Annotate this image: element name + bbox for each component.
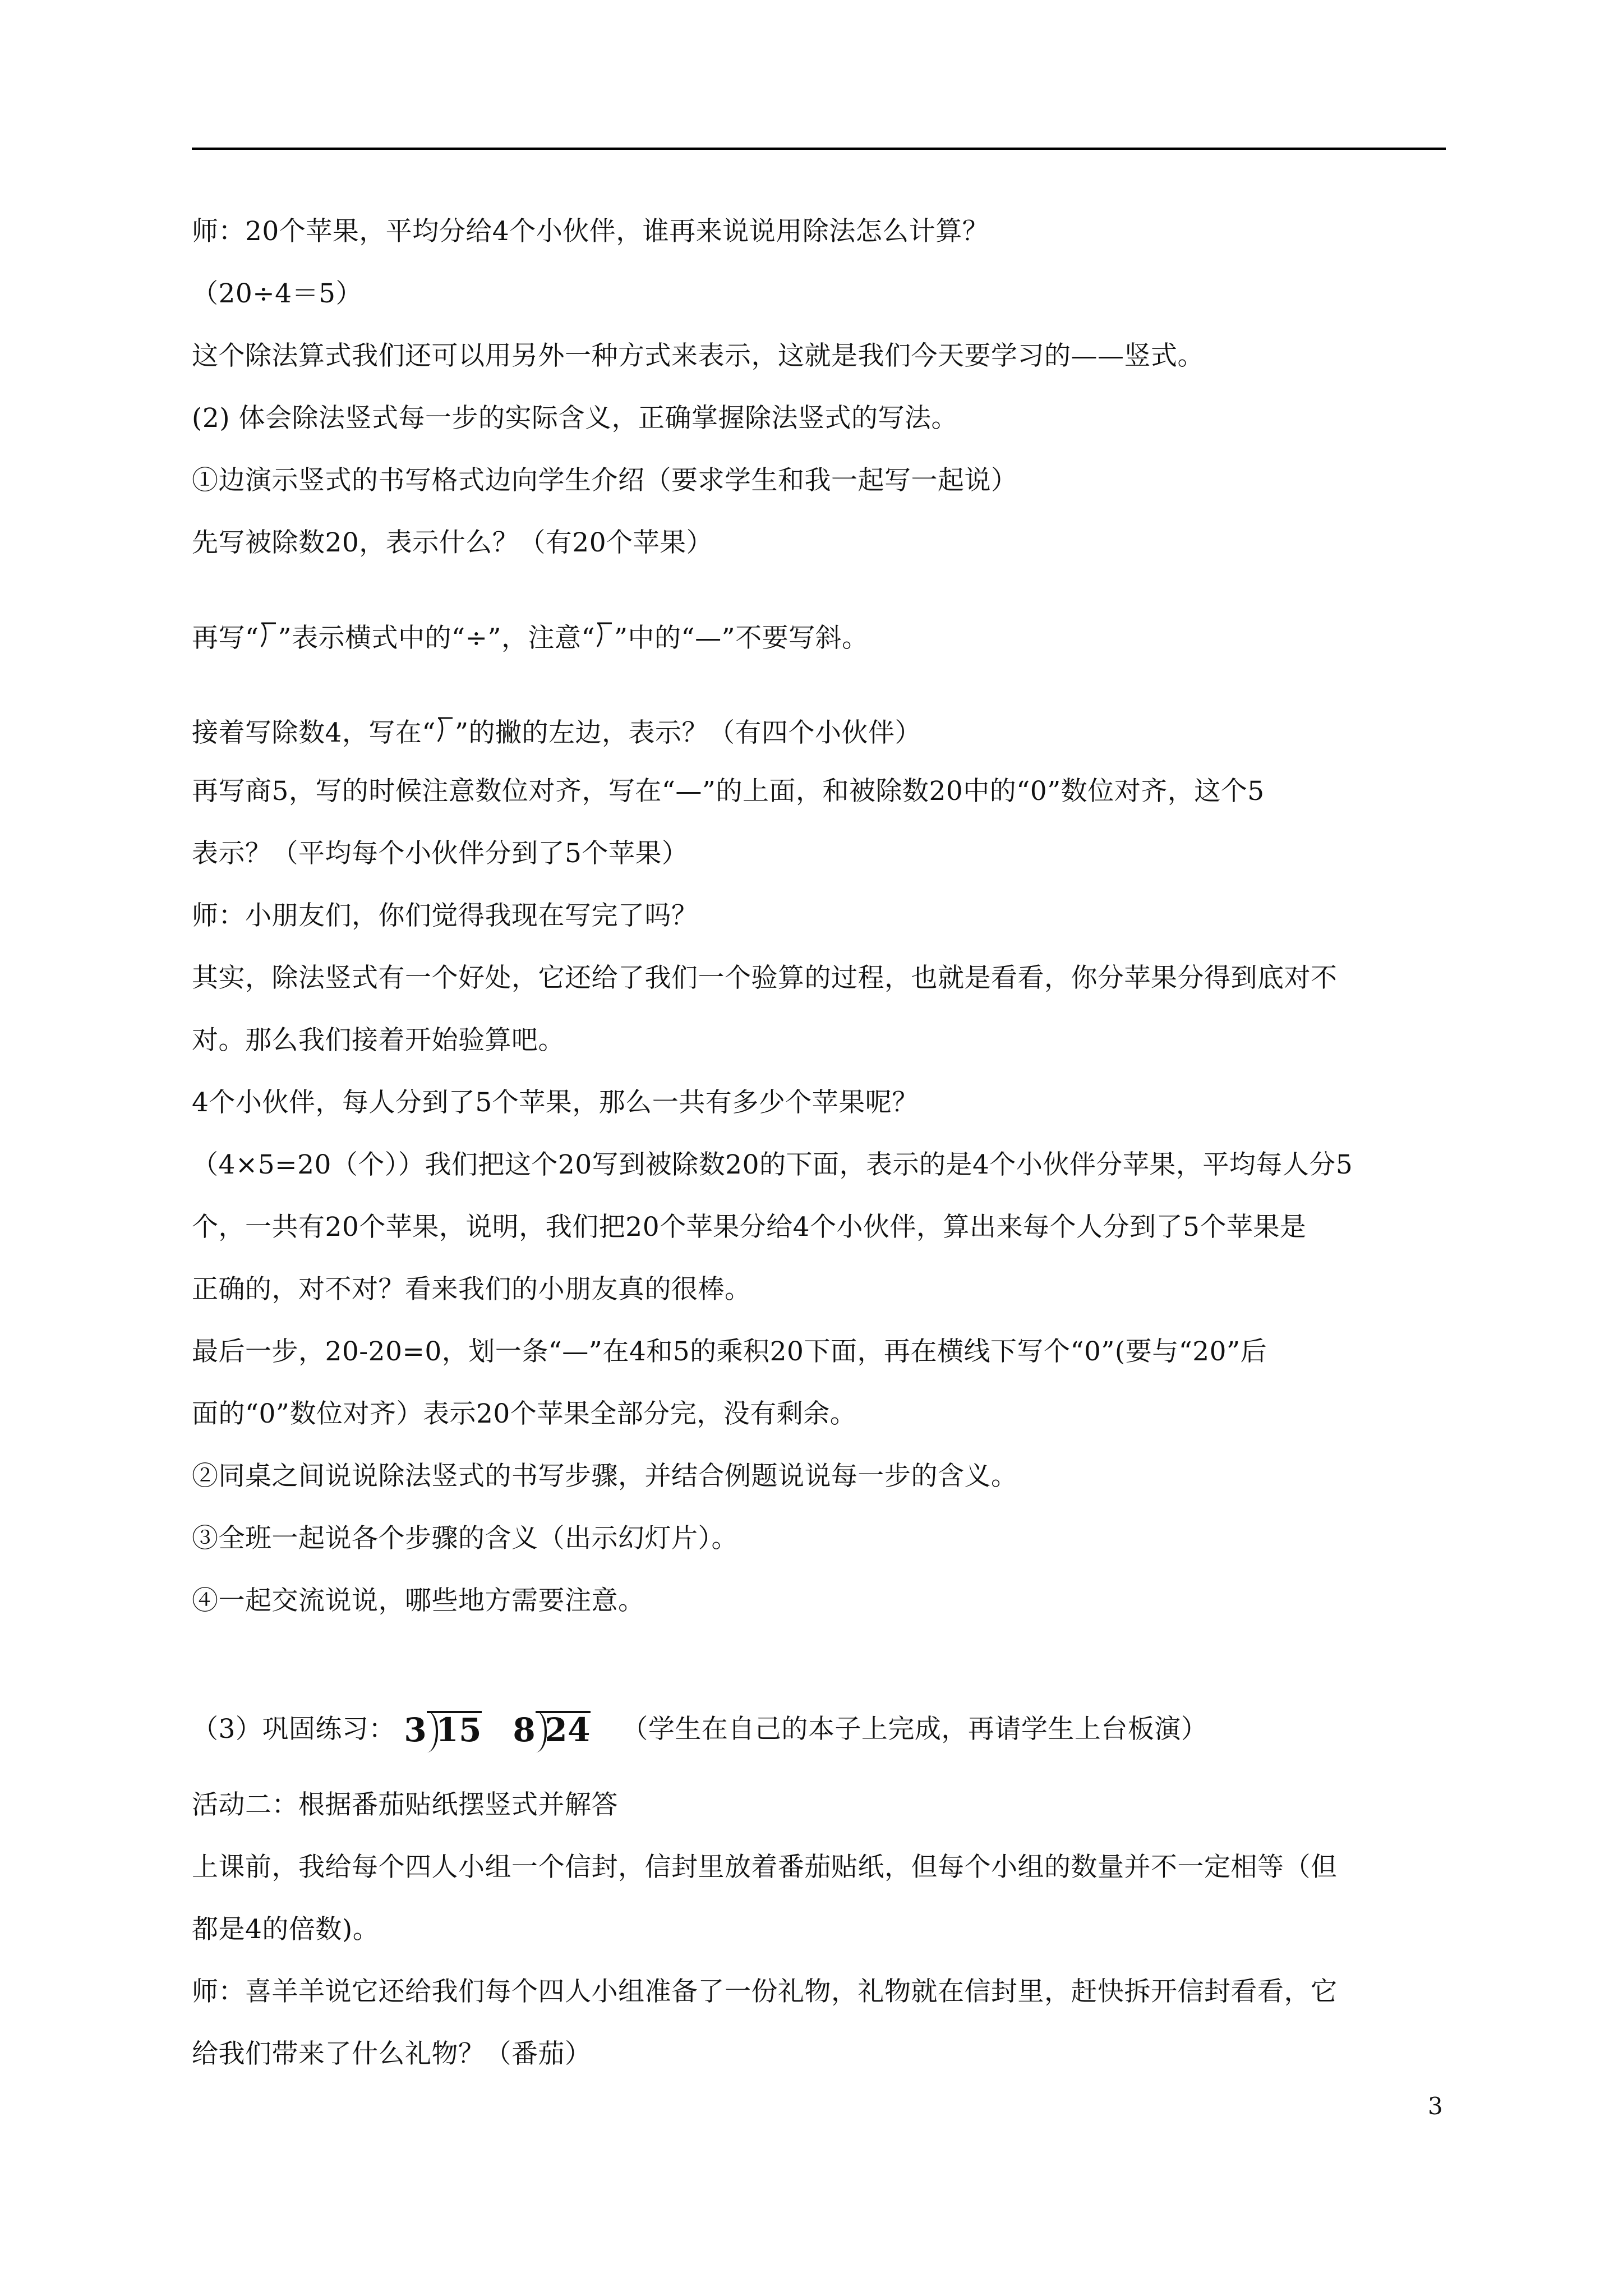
text-line: ③全班一起说各个步骤的含义（出示幻灯片）。 (192, 1523, 738, 1554)
long-division-24-by-8 (513, 1711, 591, 1747)
practice-line (192, 1711, 1207, 1747)
text-line: 对。那么我们接着开始验算吧。 (192, 1025, 565, 1056)
text-line: 活动二：根据番茄贴纸摆竖式并解答 (192, 1789, 618, 1820)
divisor: 8 (513, 1711, 536, 1749)
text-line: 给我们带来了什么礼物？（番茄） (192, 2039, 592, 2069)
text-segment: ”表示横式中的“÷”，注意“ (278, 623, 596, 654)
text-line: 个，一共有20个苹果，说明，我们把20个苹果分给4个小伙伴，算出来每个人分到了5个苹果是 (192, 1212, 1307, 1243)
practice-note: （学生在自己的本子上完成，再请学生上台板演） (621, 1714, 1208, 1745)
text-line: 师：小朋友们，你们觉得我现在写完了吗？ (192, 900, 698, 931)
text-line: （4×5=20（个））我们把这个20写到被除数20的下面，表示的是4个小伙伴分苹果，平均每人分5 (192, 1149, 1353, 1180)
text-line: 上课前，我给每个四人小组一个信封，信封里放着番茄贴纸，但每个小组的数量并不一定相等（但 (192, 1852, 1338, 1883)
text-segment: ”的撇的左边，表示？（有四个小伙伴） (454, 717, 921, 748)
text-line-bracket-symbol (192, 716, 921, 750)
text-line: 都是4的倍数)。 (192, 1914, 380, 1945)
page-number: 3 (1428, 2092, 1443, 2120)
text-line: 其实，除法竖式有一个好处，它还给了我们一个验算的过程，也就是看看，你分苹果分得到底对不 (192, 963, 1338, 993)
text-line: 这个除法算式我们还可以用另外一种方式来表示，这就是我们今天要学习的——竖式。 (192, 341, 1204, 371)
text-line: (2) 体会除法竖式每一步的实际含义，正确掌握除法竖式的写法。 (192, 403, 958, 434)
division-bracket-icon (595, 621, 614, 650)
text-line: 4个小伙伴，每人分到了5个苹果，那么一共有多少个苹果呢？ (192, 1087, 919, 1118)
text-line: ①边演示竖式的书写格式边向学生介绍（要求学生和我一起写一起说） (192, 465, 1018, 496)
text-line: 正确的，对不对？看来我们的小朋友真的很棒。 (192, 1274, 751, 1305)
division-bracket-icon (259, 621, 278, 650)
division-bracket (427, 1711, 482, 1747)
text-line: 再写商5，写的时候注意数位对齐，写在“—”的上面，和被除数20中的“0”数位对齐，这个5 (192, 776, 1265, 807)
dividend: 24 (545, 1711, 591, 1749)
text-line: 师：20个苹果，平均分给4个小伙伴，谁再来说说用除法怎么计算？ (192, 216, 989, 247)
text-line: 师：喜羊羊说它还给我们每个四人小组准备了一份礼物，礼物就在信封里，赶快拆开信封看看，它 (192, 1976, 1338, 2007)
practice-label: （3）巩固练习： (192, 1714, 395, 1745)
dividend: 15 (436, 1711, 482, 1749)
text-line: 面的“0”数位对齐）表示20个苹果全部分完，没有剩余。 (192, 1398, 857, 1429)
text-segment: 接着写除数4，写在“ (192, 717, 436, 748)
text-line: 先写被除数20，表示什么？（有20个苹果） (192, 527, 713, 558)
header-rule (192, 148, 1446, 150)
division-bracket-icon (436, 716, 455, 745)
text-line: 表示？（平均每个小伙伴分到了5个苹果） (192, 838, 689, 869)
text-line: （20÷4＝5） (192, 278, 362, 309)
text-segment: ”中的“—”不要写斜。 (614, 623, 869, 654)
text-line: ②同桌之间说说除法竖式的书写步骤，并结合例题说说每一步的含义。 (192, 1461, 1018, 1492)
text-line: 最后一步，20-20=0，划一条“—”在4和5的乘积20下面，再在横线下写个“0”(要与“20”后 (192, 1336, 1267, 1367)
division-bracket (536, 1711, 591, 1747)
text-segment: 再写“ (192, 623, 259, 654)
text-line: ④一起交流说说，哪些地方需要注意。 (192, 1585, 645, 1616)
text-line-bracket-symbol (192, 621, 869, 655)
divisor: 3 (404, 1711, 427, 1749)
long-division-15-by-3 (404, 1711, 482, 1747)
